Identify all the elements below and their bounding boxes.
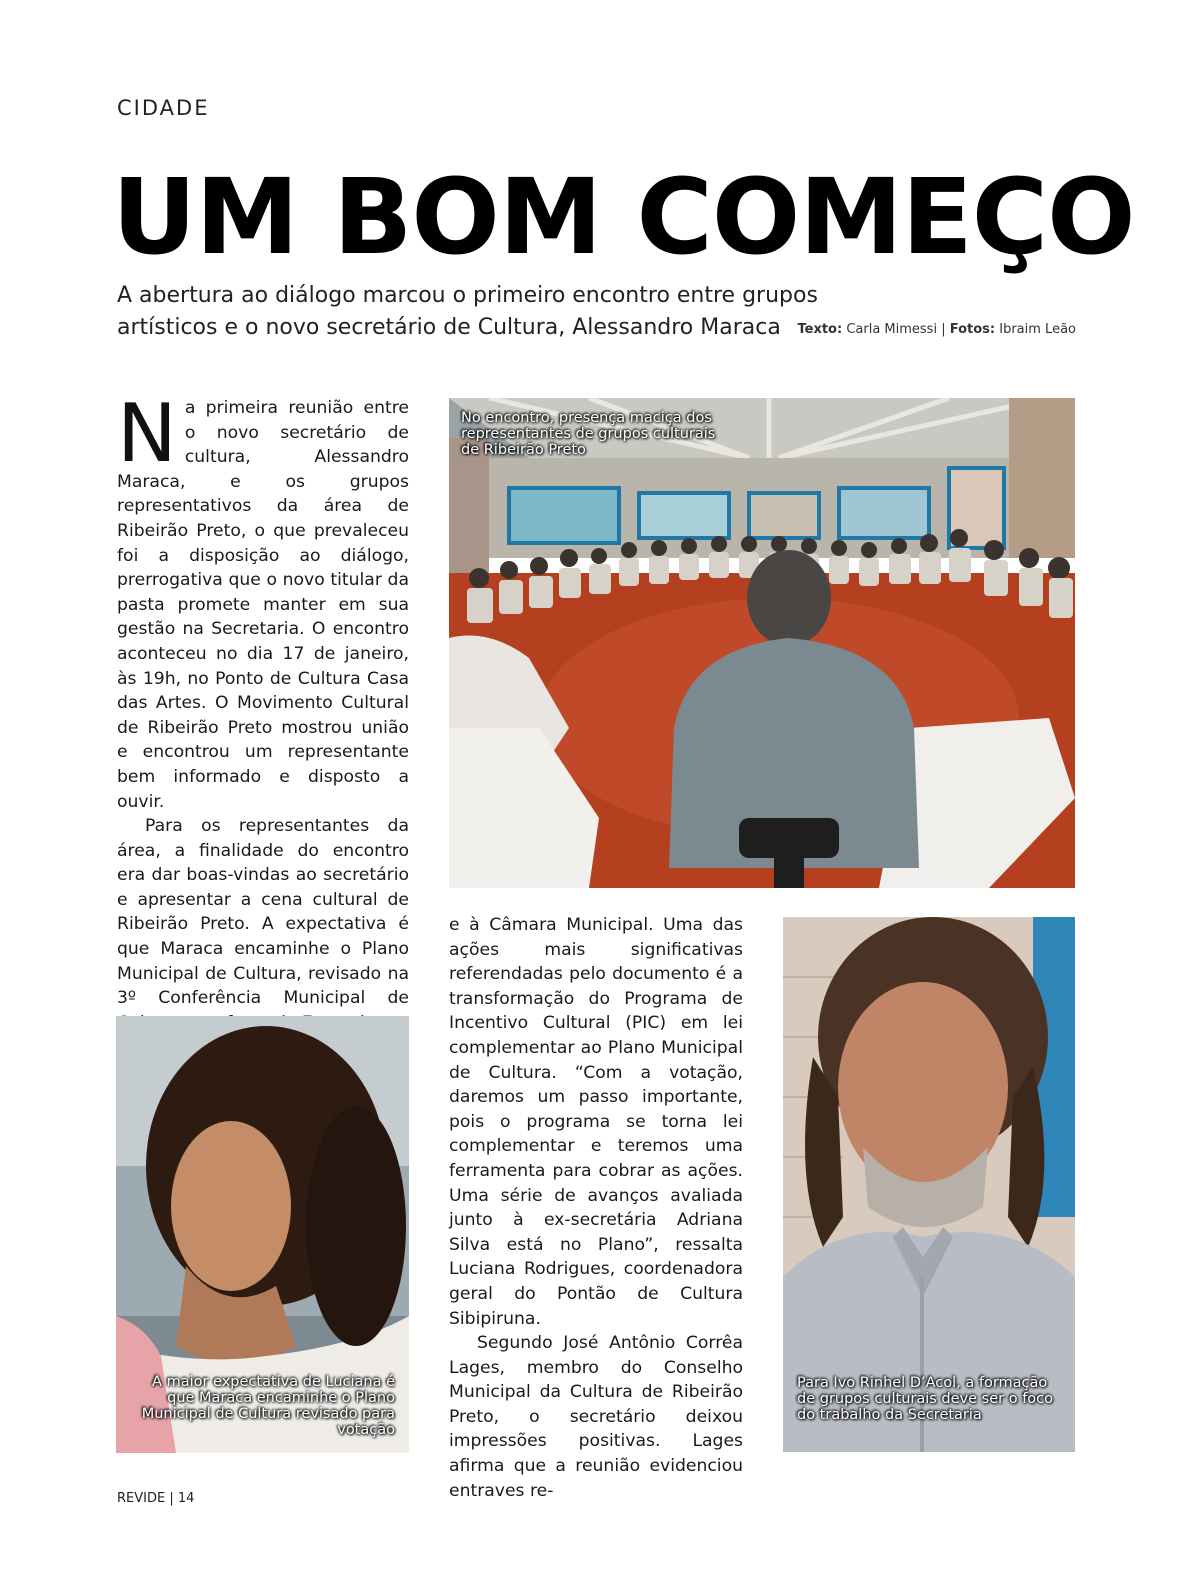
drop-cap: N: [117, 387, 177, 480]
paragraph-1-text: a primeira reunião entre o novo secretário de cultura, Alessandro Maraca, e os grupos representativos da área de Ribeirão Preto, o que prevaleceu foi a disposição ao diálogo, prerrogativa que o novo titular da pasta promete manter em sua gestão na Secretaria. O encontro aconteceu no dia 17 de janeiro, às 19h, no Ponto de Cultura Casa das Artes. O Movimento Cultural de Ribeirão Preto mostrou união e encontrou um representante bem informado e disposto a ouvir.: [117, 398, 409, 812]
article-paragraph-3: e à Câmara Municipal. Uma das ações mais significativas referendadas pelo documento é a transformação do Programa de Incentivo Cultural (PIC) em lei complementar ao Plano Municipal de Cultura. “Com a votação, daremos um passo importante, pois o programa se torna lei complementar e teremos uma ferramenta para cobrar as ações. Uma série de avanços avaliada junto à ex-secretária Adriana Silva está no Plano”, ressalta Luciana Rodrigues, coordenadora geral do Pontão de Cultura Sibipiruna.: [449, 915, 743, 1329]
meeting-photo-caption: No encontro, presença maciça dos representantes de grupos culturais de Ribeirão Preto: [461, 410, 716, 458]
section-label: CIDADE: [117, 96, 210, 120]
text-credit-author: Carla Mimessi: [846, 322, 938, 337]
deck-line-2: artísticos e o novo secretário de Cultura, Alessandro Maraca: [117, 315, 781, 340]
article-deck: [117, 280, 837, 344]
text-credit-label: Texto:: [797, 322, 843, 337]
page-footer: [117, 1491, 194, 1506]
article-paragraph-4: Segundo José Antônio Corrêa Lages, membro do Conselho Municipal da Cultura de Ribeirão Preto, o secretário deixou impressões positivas. Lages afirma que a reunião evidenciou entraves re-: [449, 1333, 743, 1501]
meeting-photo-illustration: [449, 398, 1075, 888]
article-headline: UM BOM COMEÇO: [112, 156, 1135, 278]
meeting-photo: [449, 398, 1075, 888]
photo-credit-label: Fotos:: [949, 322, 996, 337]
ivo-photo-caption: Para Ivo Rinhel D’Acol, a formação de grupos culturais deve ser o foco do trabalho da Secretaria: [797, 1375, 1054, 1423]
footer-separator: |: [169, 1491, 174, 1506]
deck-line-1: A abertura ao diálogo marcou o primeiro encontro entre grupos: [117, 283, 818, 308]
article-paragraph-1: [117, 387, 409, 814]
article-column-2: [449, 913, 743, 1503]
credit-separator: |: [941, 322, 946, 337]
ivo-photo: [783, 917, 1075, 1452]
magazine-name: REVIDE: [117, 1491, 166, 1506]
ivo-photo-illustration: [783, 917, 1075, 1452]
article-paragraph-2: Para os representantes da área, a finalidade do encontro era dar boas-vindas ao secretário e apresentar a cena cultural de Ribeirão Preto. A expectativa é que Maraca encaminhe o Plano Municipal de Cultura, revisado na 3º Conferência Municipal de: [117, 816, 409, 1009]
byline: [797, 322, 1076, 337]
luciana-photo: [116, 1016, 409, 1453]
article-column-1: [117, 387, 409, 1035]
luciana-photo-caption: A maior expectativa de Luciana é que Maraca encaminhe o Plano Municipal de Cultura revisado para votação: [141, 1374, 395, 1438]
page-number: 14: [177, 1491, 195, 1506]
photo-credit-author: Ibraim Leão: [999, 322, 1076, 337]
